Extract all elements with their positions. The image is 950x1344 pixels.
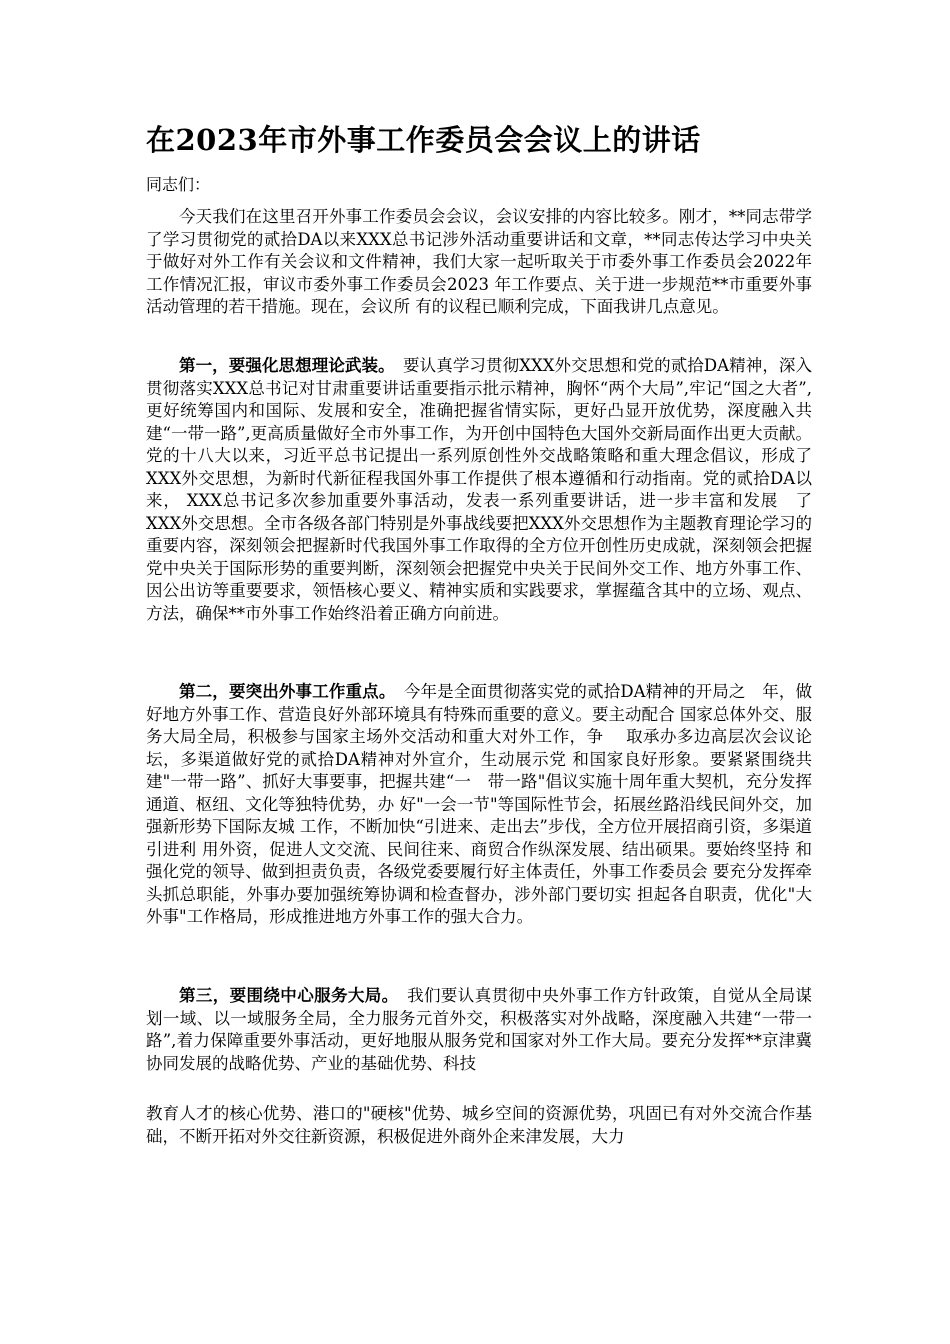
salutation: 同志们：	[146, 175, 211, 194]
document-title: 在2023年市外事工作委员会会议上的讲话	[146, 123, 701, 157]
paragraph-text: 教育人才的核心优势、港口的"硬核"优势、城乡空间的资源优势，巩固已有对外交流合作基础，不断开拓对外交往新资源，积极促进外商外企来津发展，大力	[146, 1104, 812, 1146]
paragraph-text: 今年是全面贯彻落实党的贰拾DA精神的开局之 年，做好地方外事工作、营造良好外部环境具有特殊而重要的意义。要主动配合 国家总体外交、服务大局全局，积极参与国家主场外交活动和重大对外工作，争 取承办多边高层次会议论坛，多渠道做好党的贰拾DA精神对外宣介，生动展示党 和国家良好形象。要紧紧围绕共建"一带一路”、抓好大事要事，把握共建“一 带一路"倡议实施十周年重大契机，充分发挥通道、枢纽、文化等独特优势，办 好"一会一节"等国际性节会，拓展丝路沿线民间外交，加强新形势下国际友城 工作，不断加快“引进来、走出去”步伐，全方位开展招商引资，多渠道引进利 用外资，促进人文交流、民间往来、商贸合作纵深发展、结出硕果。要始终坚持 和强化党的领导、做到担责负责，各级党委要履行好主体责任，外事工作委员会 要充分发挥牵头抓总职能，外事办要加强统筹协调和检查督办，涉外部门要切实 担起各自职责，优化"大外事"工作格局，形成推进地方外事工作的强大合力。	[146, 682, 812, 926]
paragraph-third-point	[146, 985, 812, 1075]
paragraph-text: 要认真学习贯彻XXX外交思想和党的贰拾DA精神，深入贯彻落实XXX总书记对甘肃重要讲话重要指示批示精神，胸怀“两个大局”,牢记“国之大者”,更好统筹国内和国际、发展和安全，准确把握省情实际，更好凸显开放优势，深度融入共建“一带一路”,更高质量做好全市外事工作，为开创中国特色大国外交新局面作出更大贡献。党的十八大以来，习近平总书记提出一系列原创性外交战略策略和重大理念倡议，形成了XXX外交思想，为新时代新征程我国外事工作提供了根本遵循和行动指南。党的贰拾DA以来， XXX总书记多次参加重要外事活动，发表一系列重要讲话，进一步丰富和发展 了XXX外交思想。全市各级各部门特别是外事战线要把XXX外交思想作为主题教育理论学习的重要内容，深刻领会把握新时代我国外事工作取得的全方位开创性历史成就，深刻领会把握党中央关于国际形势的重要判断，深刻领会把握党中央关于民间外交工作、地方外事工作、因公出访等重要要求，领悟核心要义、精神实质和实践要求，掌握蕴含其中的立场、观点、方法，确保**市外事工作始终沿着正确方向前进。	[146, 356, 812, 623]
paragraph-second-point	[146, 681, 812, 929]
paragraph-heading: 第二，要突出外事工作重点。	[179, 682, 388, 701]
paragraph-first-point	[146, 355, 812, 625]
paragraph-continuation	[146, 1103, 812, 1148]
paragraph-text: 我们要认真贯彻中央外事工作方针政策，自觉从全局谋划一域、以一域服务全局，全力服务元首外交，积极落实对外战略，深度融入共建“一带一路”,着力保障重要外事活动，更好地服从服务党和国家对外工作大局。要充分发挥**京津冀协同发展的战略优势、产业的基础优势、科技	[146, 986, 813, 1073]
paragraph-opening	[146, 206, 812, 319]
paragraph-heading: 第一，要强化思想理论武装。	[179, 356, 387, 375]
paragraph-text: 今天我们在这里召开外事工作委员会会议，会议安排的内容比较多。刚才，**同志带学了学习贯彻党的贰拾DA以来XXX总书记涉外活动重要讲话和文章，**同志传达学习中央关于做好对外工作有关会议和文件精神，我们大家一起听取关于市委外事工作委员会2022年工作情况汇报，审议市委外事工作委员会2023 年工作要点、关于进一步规范**市重要外事活动管理的若干措施。现在，会议所 有的议程已顺利完成，下面我讲几点意见。	[146, 207, 812, 316]
paragraph-heading: 第三，要围绕中心服务大局。	[179, 986, 391, 1005]
